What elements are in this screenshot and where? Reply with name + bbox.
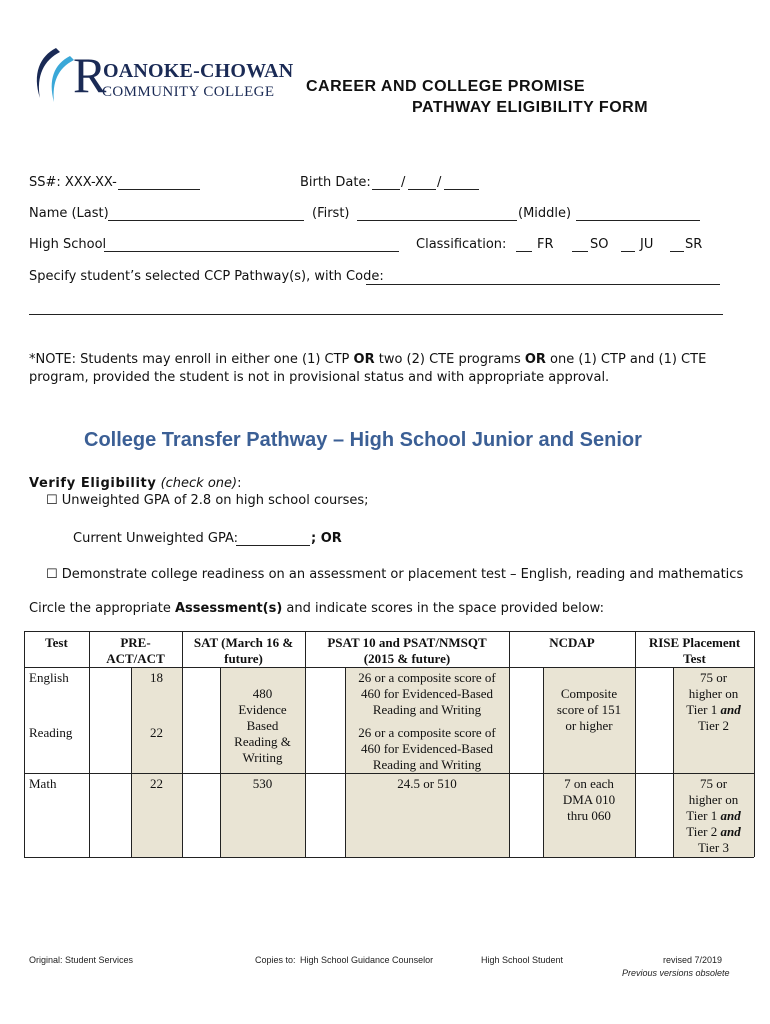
class-so-label: SO [590,237,609,252]
preact-english: 18 [150,670,163,685]
birth-day-line[interactable] [408,189,436,190]
current-gpa-line[interactable] [236,545,310,546]
footer-obsolete: Previous versions obsolete [622,968,730,978]
footer-student: High School Student [481,955,564,965]
rise-math-text: 75 or higher on Tier 1 and Tier 2 and Tier 3 [686,776,741,855]
sat-math: 530 [252,776,273,791]
class-fr-line[interactable] [516,251,532,252]
name-middle-label: (Middle) [518,206,572,221]
classification-label: Classification: [416,237,507,252]
name-first-label: (First) [312,206,350,221]
birth-year-line[interactable] [444,189,479,190]
psat-reading: 26 or a composite score of 460 for Evidenced-Based Reading and Writing [358,725,496,772]
row-math: Math [29,776,57,791]
row-english: English [29,670,69,685]
form-title-line1: CAREER AND COLLEGE PROMISE [306,78,586,95]
psat-english: 26 or a composite score of 460 for Evidenced-Based Reading and Writing [358,670,496,717]
logo-college-sub: COMMUNITY COLLEGE [102,84,275,100]
row-reading: Reading [29,725,73,740]
preact-math: 22 [150,776,163,791]
header-sat: SAT (March 16 & future) [193,635,294,666]
high-school-label: High School [29,237,107,252]
ncdap-math: 7 on each DMA 010 thru 060 [562,776,616,823]
class-fr-label: FR [537,237,554,252]
preact-score-shade [131,667,182,857]
birth-month-line[interactable] [372,189,400,190]
header-preact: PRE- ACT/ACT [106,635,165,666]
rise-math [673,776,754,856]
rise-english-text: 75 or higher on Tier 1 and Tier 2 [686,670,741,733]
class-ju-line[interactable] [621,251,635,252]
section-heading: College Transfer Pathway – High School Junior and Senior [84,429,642,451]
verify-eligibility-label: Verify Eligibility (check one): [29,476,242,491]
form-title-line2: PATHWAY ELIGIBILITY FORM [412,99,649,116]
ss-label: SS#: XXX-XX- [29,175,117,190]
header-ncdap: NCDAP [549,635,595,650]
class-so-line[interactable] [572,251,588,252]
pathway-label: Specify student’s selected CCP Pathway(s), with Code: [29,269,384,284]
footer-original: Original: Student Services [29,955,134,965]
class-ju-label: JU [640,237,654,252]
ncdap-composite: Composite score of 151 or higher [556,686,622,733]
ss-input-line[interactable] [118,189,200,190]
circle-instruction: Circle the appropriate Assessment(s) and indicate scores in the space provided below: [29,601,604,616]
header-psat: PSAT 10 and PSAT/NMSQT (2015 & future) [327,635,487,666]
rise-english [673,670,754,734]
name-last-line[interactable] [108,220,304,221]
pathway-line-1[interactable] [366,284,720,285]
pathway-line-2[interactable] [29,314,723,315]
name-first-line[interactable] [357,220,517,221]
class-sr-line[interactable] [670,251,684,252]
note-text: *NOTE: Students may enroll in either one (1) CTP OR two (2) CTE programs OR one (1) CTP and (1) CTE program, provided the student is not in provisional status and with appropriate approval. [29,352,707,385]
logo-swoosh-icon [26,46,76,106]
psat-math: 24.5 or 510 [397,776,457,791]
footer-copies-label: Copies to: [255,955,296,965]
logo-letter-r: R [73,47,107,103]
or-label: ; OR [311,531,342,546]
gpa-option-checkbox[interactable]: ☐ Unweighted GPA of 2.8 on high school courses; [46,493,369,508]
name-middle-line[interactable] [576,220,700,221]
high-school-line[interactable] [104,251,399,252]
logo-college-name: OANOKE-CHOWAN [103,60,294,82]
class-sr-label: SR [685,237,703,252]
birth-date-label: Birth Date: [300,175,371,190]
preact-reading: 22 [150,725,163,740]
sat-ebrw: 480 Evidence Based Reading & Writing [234,686,291,765]
current-gpa-label: Current Unweighted GPA: [73,531,239,546]
footer-copies-to: High School Guidance Counselor [300,955,434,965]
header-rise: RISE Placement Test [648,635,741,666]
footer-revised: revised 7/2019 [663,955,723,965]
readiness-option-checkbox[interactable]: ☐ Demonstrate college readiness on an assessment or placement test – English, reading and mathematics [46,567,744,582]
header-test: Test [45,635,68,650]
name-last-label: Name (Last) [29,206,109,221]
